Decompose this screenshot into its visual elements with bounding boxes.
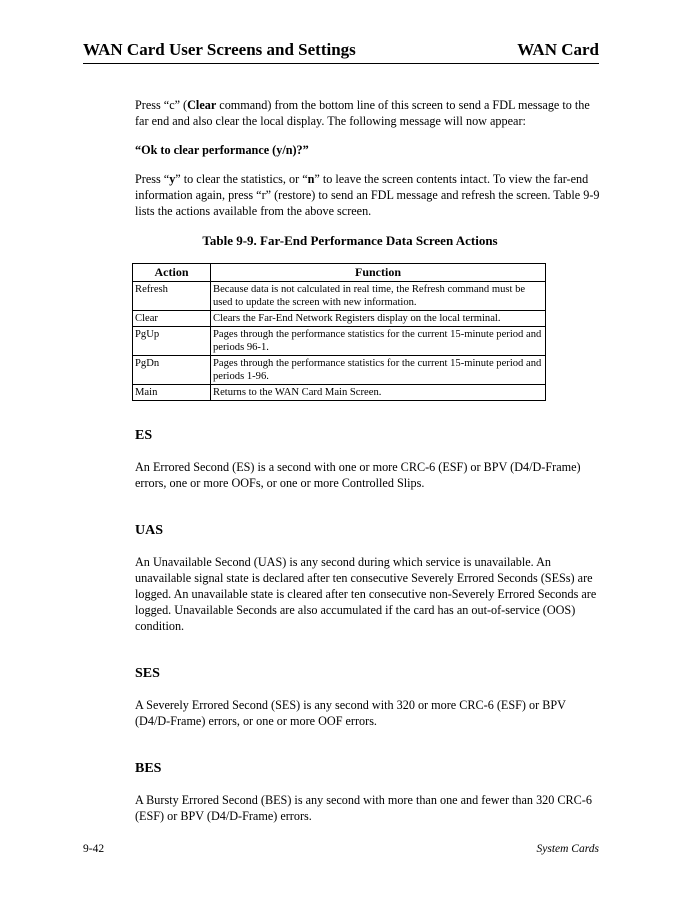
- function-cell: Clears the Far-End Network Registers display on the local terminal.: [211, 311, 546, 327]
- column-header-function: Function: [211, 264, 546, 282]
- intro-p1-pre: Press “c” (: [135, 98, 188, 112]
- section-heading-es: ES: [135, 428, 153, 443]
- intro-p1-post: command) from the bottom line of this screen to send a FDL message to the far end and also clear the local display. The following message will now appear:: [135, 98, 590, 128]
- intro-p2-b: ” to clear the statistics, or “: [175, 172, 308, 186]
- table-caption: Table 9-9. Far-End Performance Data Screen Actions: [202, 233, 498, 248]
- header-rule: [83, 63, 599, 64]
- action-cell: PgDn: [133, 356, 211, 385]
- action-cell: Main: [133, 385, 211, 401]
- intro-p2-a: Press “: [135, 172, 170, 186]
- action-cell: Clear: [133, 311, 211, 327]
- function-cell: Pages through the performance statistics for the current 15-minute period and periods 1-96.: [211, 356, 546, 385]
- intro-paragraph-1: [135, 97, 600, 129]
- function-cell: Returns to the WAN Card Main Screen.: [211, 385, 546, 401]
- header-section: WAN Card: [517, 40, 599, 59]
- table-row: [133, 385, 546, 401]
- page-number: 9-42: [83, 843, 105, 855]
- actions-table: [132, 263, 546, 401]
- function-cell: Pages through the performance statistics for the current 15-minute period and periods 96-1.: [211, 327, 546, 356]
- header-title: WAN Card User Screens and Settings: [83, 40, 356, 59]
- page-header: [83, 40, 599, 60]
- chapter-name: System Cards: [536, 843, 599, 855]
- clear-command-term: Clear: [187, 98, 217, 112]
- table-row: [133, 282, 546, 311]
- page-footer: [83, 843, 599, 855]
- function-cell: Because data is not calculated in real time, the Refresh command must be used to update the screen with new information.: [211, 282, 546, 311]
- table-row: [133, 356, 546, 385]
- column-header-action: Action: [133, 264, 211, 282]
- table-row: [133, 311, 546, 327]
- section-heading-bes: BES: [135, 761, 162, 776]
- clear-prompt-quote: “Ok to clear performance (y/n)?”: [135, 143, 309, 157]
- section-text-bes: A Bursty Errored Second (BES) is any second with more than one and fewer than 320 CRC-6 (ESF) or BPV (D4/D-Frame) errors.: [135, 793, 592, 823]
- table-header-row: [133, 264, 546, 282]
- section-heading-uas: UAS: [135, 523, 164, 538]
- action-cell: PgUp: [133, 327, 211, 356]
- key-y: y: [169, 172, 176, 186]
- key-n: n: [307, 172, 315, 186]
- section-text-uas: An Unavailable Second (UAS) is any second during which service is unavailable. An unavailable signal state is declared after ten consecutive Severely Errored Seconds (SESs) are logged. An unavailable state is cleared after ten consecutive non-Severely Errored Seconds are logged. Unavailable Seconds are also accumulated if the card has an out-of-service (OOS) condition.: [135, 555, 597, 633]
- page-content: [135, 97, 600, 824]
- section-text-ses: A Severely Errored Second (SES) is any second with 320 or more CRC-6 (ESF) or BPV (D4/D-Frame) errors, or one or more OOF errors.: [135, 698, 566, 728]
- table-row: [133, 327, 546, 356]
- intro-paragraph-2: [135, 171, 600, 219]
- action-cell: Refresh: [133, 282, 211, 311]
- section-text-es: An Errored Second (ES) is a second with one or more CRC-6 (ESF) or BPV (D4/D-Frame) errors, one or more OOFs, or one or more Controlled Slips.: [135, 460, 581, 490]
- section-heading-ses: SES: [135, 666, 160, 681]
- intro-p2-c: ” to leave the screen contents intact. To view the far-end information again, press “r” (restore) to send an FDL message and refresh the screen. Table 9-9 lists the actions available from the above screen.: [135, 172, 600, 218]
